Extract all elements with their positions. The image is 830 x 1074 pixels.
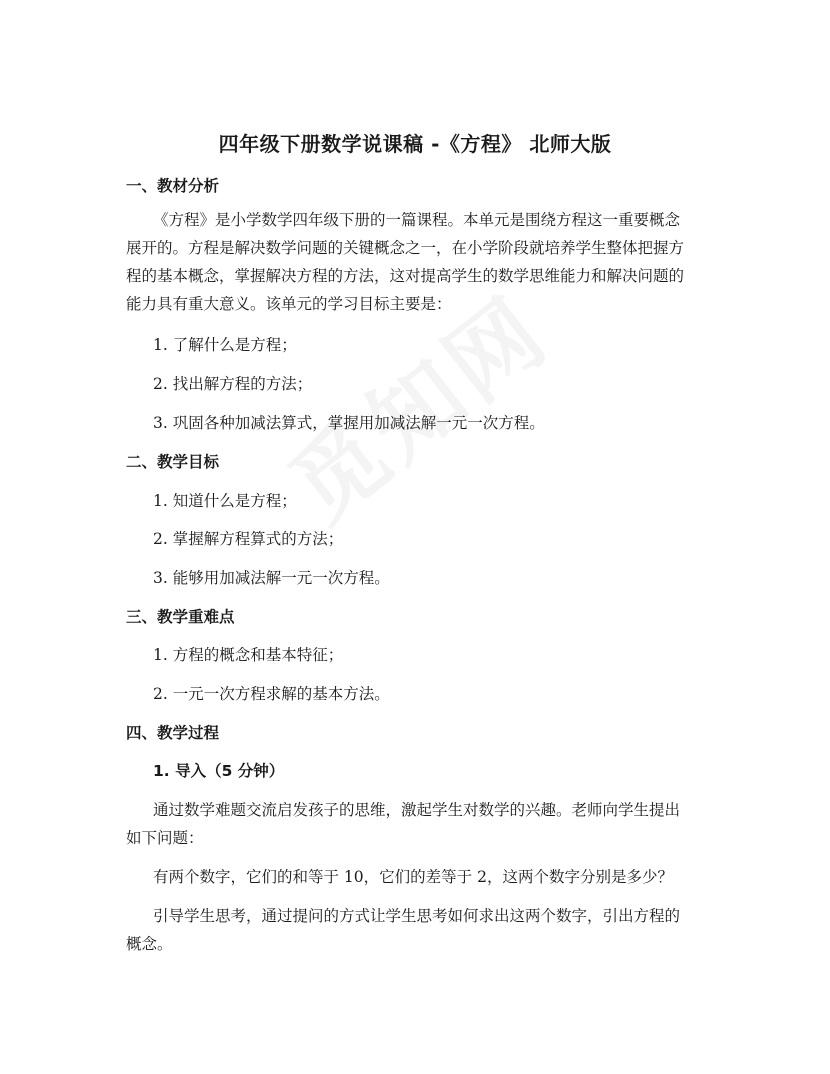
list-item: 2. 找出解方程的方法； (153, 375, 313, 393)
section-heading-key-points: 三、教学重难点 (126, 608, 235, 626)
list-item: 2. 一元一次方程求解的基本方法。 (153, 685, 390, 703)
paragraph-line: 程的基本概念，掌握解决方程的方法，这对提高学生的数学思维能力和解决问题的 (126, 267, 685, 285)
question-line: 有两个数字，它们的和等于 10，它们的差等于 2，这两个数字分别是多少？ (153, 868, 673, 886)
section-heading-process: 四、教学过程 (126, 724, 220, 742)
paragraph-line: 能力具有重大意义。该单元的学习目标主要是： (126, 295, 452, 313)
list-item: 1. 方程的概念和基本特征； (153, 646, 344, 664)
list-item: 1. 知道什么是方程； (153, 492, 297, 510)
section-heading-goals: 二、教学目标 (126, 453, 220, 471)
paragraph-line: 引导学生思考，通过提问的方式让学生思考如何求出这两个数字，引出方程的 (153, 907, 681, 925)
paragraph-line: 《方程》是小学数学四年级下册的一篇课程。本单元是围绕方程这一重要概念 (153, 211, 681, 229)
section-heading-analysis: 一、教材分析 (126, 177, 220, 195)
list-item: 2. 掌握解方程算式的方法； (153, 530, 344, 548)
paragraph-line: 展开的。方程是解决数学问题的关键概念之一，在小学阶段就培养学生整体把握方 (126, 239, 685, 257)
document-title: 四年级下册数学说课稿 -《方程》 北师大版 (218, 132, 612, 156)
list-item: 3. 能够用加减法解一元一次方程。 (153, 569, 390, 587)
paragraph-line: 概念。 (126, 935, 173, 953)
list-item: 1. 了解什么是方程； (153, 336, 297, 354)
list-item: 3. 巩固各种加减法算式，掌握用加减法解一元一次方程。 (153, 414, 545, 432)
sub-heading-intro: 1. 导入（5 分钟） (153, 762, 285, 780)
paragraph-line: 通过数学难题交流启发孩子的思维，激起学生对数学的兴趣。老师向学生提出 (153, 801, 681, 819)
paragraph-line: 如下问题： (126, 829, 204, 847)
